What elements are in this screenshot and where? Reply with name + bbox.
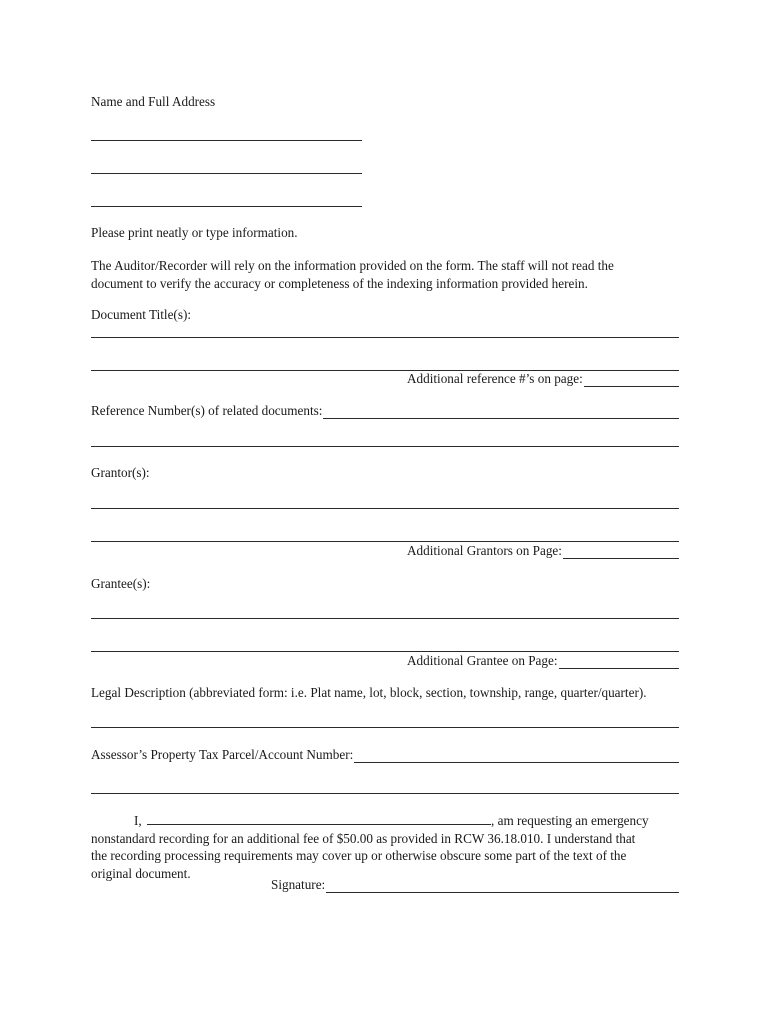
reference-numbers-field[interactable] [91,403,679,419]
emergency-request-line-4: original document. [91,865,191,881]
signature-label: Signature: [271,877,326,892]
emergency-request-prefix: I, [134,813,142,828]
signature-field[interactable] [271,877,679,893]
grantor-line-1[interactable] [91,508,679,509]
emergency-request-line-1 [91,812,649,830]
parcel-number-field[interactable] [91,747,679,763]
requester-name-blank[interactable] [147,812,491,825]
signature-blank[interactable] [326,880,679,893]
additional-reference-field[interactable] [407,371,679,387]
grantor-line-2[interactable] [91,541,679,542]
additional-grantors-label: Additional Grantors on Page: [407,543,562,558]
parcel-number-label: Assessor’s Property Tax Parcel/Account Number: [91,747,354,762]
document-titles-label: Document Title(s): [91,307,192,322]
auditor-notice-line-2: document to verify the accuracy or completeness of the indexing information provided herein. [91,275,588,291]
parcel-number-blank[interactable] [354,750,679,763]
document-title-line-1[interactable] [91,337,679,338]
emergency-request-line-2: nonstandard recording for an additional fee of $50.00 as provided in RCW 36.18.010. I understand that [91,830,636,846]
grantee-line-2[interactable] [91,651,679,652]
reference-numbers-line-2[interactable] [91,446,679,447]
grantee-line-1[interactable] [91,618,679,619]
return-address-line-2[interactable] [91,173,362,174]
emergency-request-suffix: , am requesting an emergency [491,813,649,828]
return-address-line-3[interactable] [91,206,362,207]
additional-grantee-field[interactable] [407,653,679,669]
reference-numbers-blank[interactable] [323,406,679,419]
auditor-notice [91,257,614,292]
auditor-notice-line-1: The Auditor/Recorder will rely on the information provided on the form. The staff will not read the [91,258,614,273]
legal-description-line[interactable] [91,727,679,728]
emergency-request-paragraph [91,812,649,882]
return-address-label: Name and Full Address [91,94,216,109]
additional-reference-label: Additional reference #’s on page: [407,371,583,386]
print-instruction: Please print neatly or type information. [91,225,298,240]
additional-grantors-field[interactable] [407,543,679,559]
reference-numbers-label: Reference Number(s) of related documents: [91,403,323,418]
grantors-label: Grantor(s): [91,465,150,480]
additional-grantors-blank[interactable] [563,546,679,559]
additional-grantee-label: Additional Grantee on Page: [407,653,558,668]
parcel-number-line-2[interactable] [91,793,679,794]
return-address-line-1[interactable] [91,140,362,141]
additional-grantee-blank[interactable] [559,656,679,669]
grantees-label: Grantee(s): [91,576,151,591]
additional-reference-blank[interactable] [584,374,679,387]
emergency-request-line-3: the recording processing requirements may cover up or otherwise obscure some part of the text of the [91,848,627,863]
legal-description-label: Legal Description (abbreviated form: i.e. Plat name, lot, block, section, township, range, quarter/quarter). [91,685,647,700]
